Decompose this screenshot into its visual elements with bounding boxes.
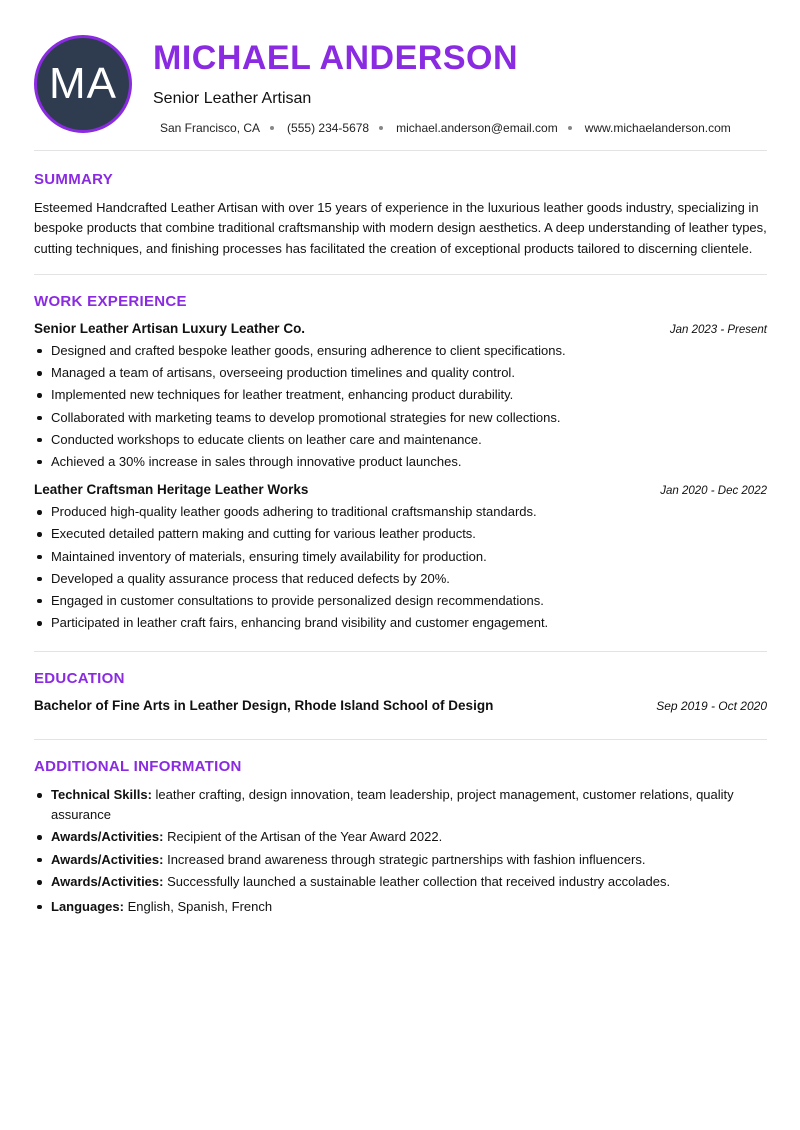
list-item — [34, 850, 767, 870]
additional-heading: ADDITIONAL INFORMATION — [34, 758, 242, 776]
separator-dot-icon — [270, 126, 274, 130]
contact-email[interactable]: michael.anderson@email.com — [396, 121, 558, 135]
job-header — [34, 482, 767, 497]
contact-location: San Francisco, CA — [160, 121, 261, 135]
job-date: Jan 2023 - Present — [669, 323, 767, 336]
summary-heading: SUMMARY — [34, 171, 114, 188]
contact-phone: (555) 234-5678 — [287, 121, 370, 135]
list-item: Engaged in customer consultations to provide personalized design recommendations. — [34, 590, 767, 612]
separator-dot-icon — [568, 126, 572, 130]
list-item: Implemented new techniques for leather treatment, enhancing product durability. — [34, 384, 767, 406]
list-item: Managed a team of artisans, overseeing production timelines and quality control. — [34, 362, 767, 384]
info-label: Awards/Activities: — [51, 851, 164, 867]
separator-dot-icon — [379, 126, 383, 130]
education-section — [34, 652, 767, 739]
education-entry — [34, 698, 767, 713]
list-item: Participated in leather craft fairs, enhancing brand visibility and customer engagement. — [34, 612, 767, 634]
avatar — [34, 35, 132, 133]
list-item: Collaborated with marketing teams to develop promotional strategies for new collections. — [34, 407, 767, 429]
additional-section — [34, 740, 767, 916]
job-bullets — [34, 340, 767, 473]
job-title: Senior Leather Artisan Luxury Leather Co. — [34, 320, 306, 336]
candidate-name: MICHAEL ANDERSON — [153, 39, 519, 77]
list-item: Produced high-quality leather goods adhering to traditional craftsmanship standards. — [34, 501, 767, 523]
additional-list — [34, 785, 767, 916]
experience-section — [34, 275, 767, 651]
summary-section — [34, 151, 767, 274]
job-header — [34, 321, 767, 336]
info-text: English, Spanish, French — [127, 898, 273, 914]
list-item — [34, 827, 767, 847]
list-item — [34, 872, 767, 892]
education-heading: EDUCATION — [34, 670, 125, 688]
job-entry — [34, 321, 767, 473]
info-label: Awards/Activities: — [51, 829, 164, 845]
info-label: Technical Skills: — [51, 787, 152, 803]
experience-heading: WORK EXPERIENCE — [34, 292, 187, 310]
education-date: Sep 2019 - Oct 2020 — [656, 699, 767, 714]
list-item: Developed a quality assurance process that reduced defects by 20%. — [34, 568, 767, 590]
info-text: Successfully launched a sustainable leather collection that received industry accolades. — [167, 874, 671, 890]
list-item: Achieved a 30% increase in sales through innovative product launches. — [34, 451, 767, 473]
info-text: leather crafting, design innovation, team leadership, project management, customer relations, quality assurance — [51, 787, 734, 822]
resume-header — [34, 0, 767, 150]
list-item — [34, 897, 767, 917]
list-item — [34, 785, 767, 824]
info-text: Recipient of the Artisan of the Year Award 2022. — [167, 829, 443, 845]
list-item: Designed and crafted bespoke leather goods, ensuring adherence to client specifications. — [34, 340, 767, 362]
list-item: Maintained inventory of materials, ensuring timely availability for production. — [34, 546, 767, 568]
education-degree: Bachelor of Fine Arts in Leather Design, Rhode Island School of Design — [34, 698, 494, 714]
summary-text: Esteemed Handcrafted Leather Artisan with over 15 years of experience in the luxurious leather goods industry, specializing in bespoke products that combine traditional craftsmanship with modern design aesthetics. A deep understanding of leather types, cutting techniques, and finishing processes has facilitated the creation of exceptional products tailored to discerning clientele. — [34, 200, 767, 256]
contact-website[interactable]: www.michaelanderson.com — [584, 121, 731, 135]
info-text: Increased brand awareness through strategic partnerships with fashion influencers. — [167, 851, 646, 867]
candidate-title: Senior Leather Artisan — [153, 90, 312, 107]
job-date: Jan 2020 - Dec 2022 — [660, 485, 767, 498]
contact-info — [160, 119, 731, 137]
avatar-initials: MA — [49, 59, 117, 108]
job-title: Leather Craftsman Heritage Leather Works — [34, 482, 309, 498]
list-item: Executed detailed pattern making and cutting for various leather products. — [34, 523, 767, 545]
job-entry — [34, 482, 767, 634]
info-label: Awards/Activities: — [51, 874, 164, 890]
info-label: Languages: — [51, 898, 124, 914]
job-bullets — [34, 501, 767, 634]
list-item: Conducted workshops to educate clients on leather care and maintenance. — [34, 429, 767, 451]
